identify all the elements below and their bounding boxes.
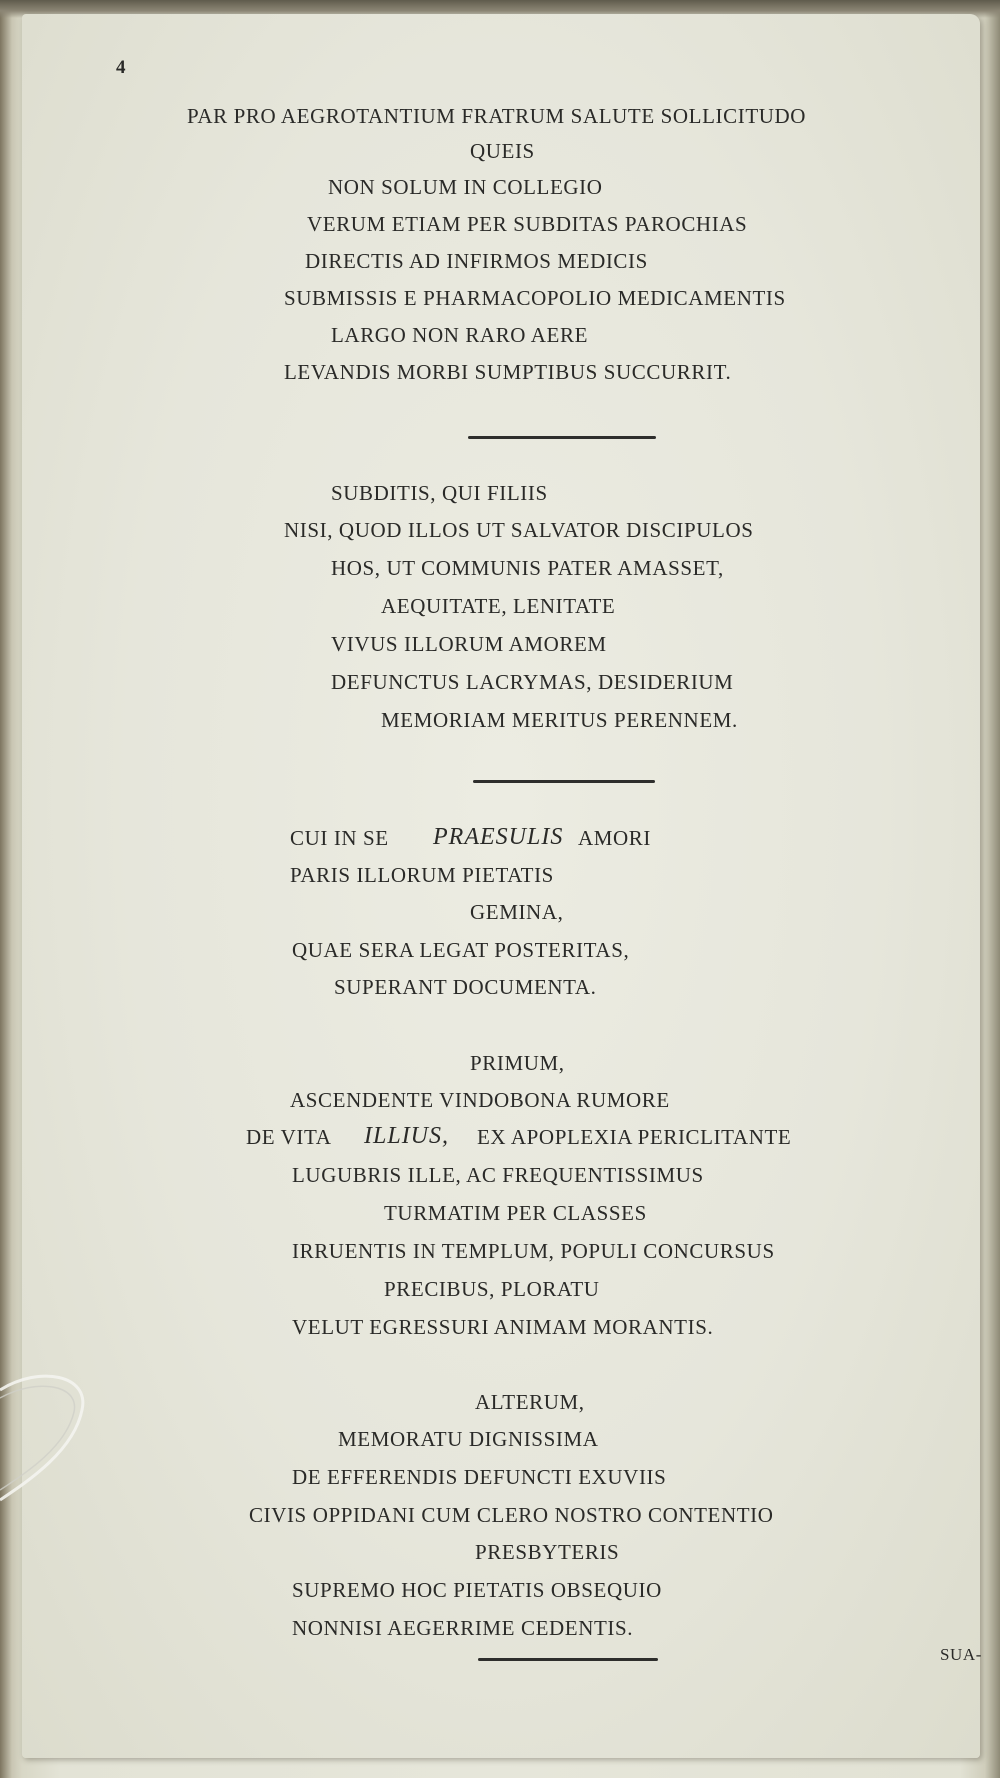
text-line: NISI, QUOD ILLOS UT SALVATOR DISCIPULOS bbox=[284, 518, 754, 542]
text-line: QUAE SERA LEGAT POSTERITAS, bbox=[292, 938, 630, 962]
text-line: PAR PRO AEGROTANTIUM FRATRUM SALUTE SOLLICITUDO bbox=[187, 104, 807, 128]
text-line: SUBMISSIS E PHARMACOPOLIO MEDICAMENTIS bbox=[284, 286, 786, 310]
text-line: QUEIS bbox=[470, 139, 535, 163]
text-line: MEMORATU DIGNISSIMA bbox=[338, 1427, 599, 1451]
text-line: SUPREMO HOC PIETATIS OBSEQUIO bbox=[292, 1578, 662, 1602]
text-line: CUI IN SE bbox=[290, 826, 389, 850]
text-line: DIRECTIS AD INFIRMOS MEDICIS bbox=[305, 249, 648, 273]
text-line-italic: ILLIUS, bbox=[364, 1123, 450, 1149]
text-line: VIVUS ILLORUM AMOREM bbox=[331, 632, 607, 656]
text-line: MEMORIAM MERITUS PERENNEM. bbox=[381, 708, 738, 732]
text-line: DEFUNCTUS LACRYMAS, DESIDERIUM bbox=[331, 670, 734, 694]
text-line: EX APOPLEXIA PERICLITANTE bbox=[477, 1125, 792, 1149]
text-line: TURMATIM PER CLASSES bbox=[384, 1201, 647, 1225]
text-line: DE EFFERENDIS DEFUNCTI EXUVIIS bbox=[292, 1465, 667, 1489]
page-number: 4 bbox=[116, 57, 127, 78]
text-line: CIVIS OPPIDANI CUM CLERO NOSTRO CONTENTIO bbox=[249, 1503, 774, 1527]
text-line: PRESBYTERIS bbox=[475, 1540, 620, 1564]
text-line: SUBDITIS, QUI FILIIS bbox=[331, 481, 548, 505]
text-line: AMORI bbox=[578, 826, 652, 850]
text-line: PARIS ILLORUM PIETATIS bbox=[290, 863, 554, 887]
text-line: VERUM ETIAM PER SUBDITAS PAROCHIAS bbox=[307, 212, 748, 236]
text-line: PRECIBUS, PLORATU bbox=[384, 1277, 600, 1301]
catchword: SUA- bbox=[940, 1645, 983, 1664]
section-divider bbox=[473, 780, 655, 783]
text-line: HOS, UT COMMUNIS PATER AMASSET, bbox=[331, 556, 724, 580]
text-line: AEQUITATE, LENITATE bbox=[381, 594, 616, 618]
text-line-italic: PRAESULIS bbox=[433, 824, 564, 850]
text-line: LEVANDIS MORBI SUMPTIBUS SUCCURRIT. bbox=[284, 360, 732, 384]
section-divider bbox=[478, 1658, 658, 1661]
text-line: GEMINA, bbox=[470, 900, 564, 924]
paper-clip-icon bbox=[0, 1370, 90, 1520]
text-line: NON SOLUM IN COLLEGIO bbox=[328, 175, 603, 199]
text-line: LUGUBRIS ILLE, AC FREQUENTISSIMUS bbox=[292, 1163, 704, 1187]
text-line: NONNISI AEGERRIME CEDENTIS. bbox=[292, 1616, 634, 1640]
text-line: DE VITA bbox=[246, 1125, 332, 1149]
text-line: ASCENDENTE VINDOBONA RUMORE bbox=[290, 1088, 670, 1112]
text-line: ALTERUM, bbox=[475, 1390, 585, 1414]
text-line: SUPERANT DOCUMENTA. bbox=[334, 975, 597, 999]
section-divider bbox=[468, 436, 656, 439]
text-line: LARGO NON RARO AERE bbox=[331, 323, 588, 347]
text-line: PRIMUM, bbox=[470, 1051, 565, 1075]
text-line: VELUT EGRESSURI ANIMAM MORANTIS. bbox=[292, 1315, 714, 1339]
text-line: IRRUENTIS IN TEMPLUM, POPULI CONCURSUS bbox=[292, 1239, 775, 1263]
